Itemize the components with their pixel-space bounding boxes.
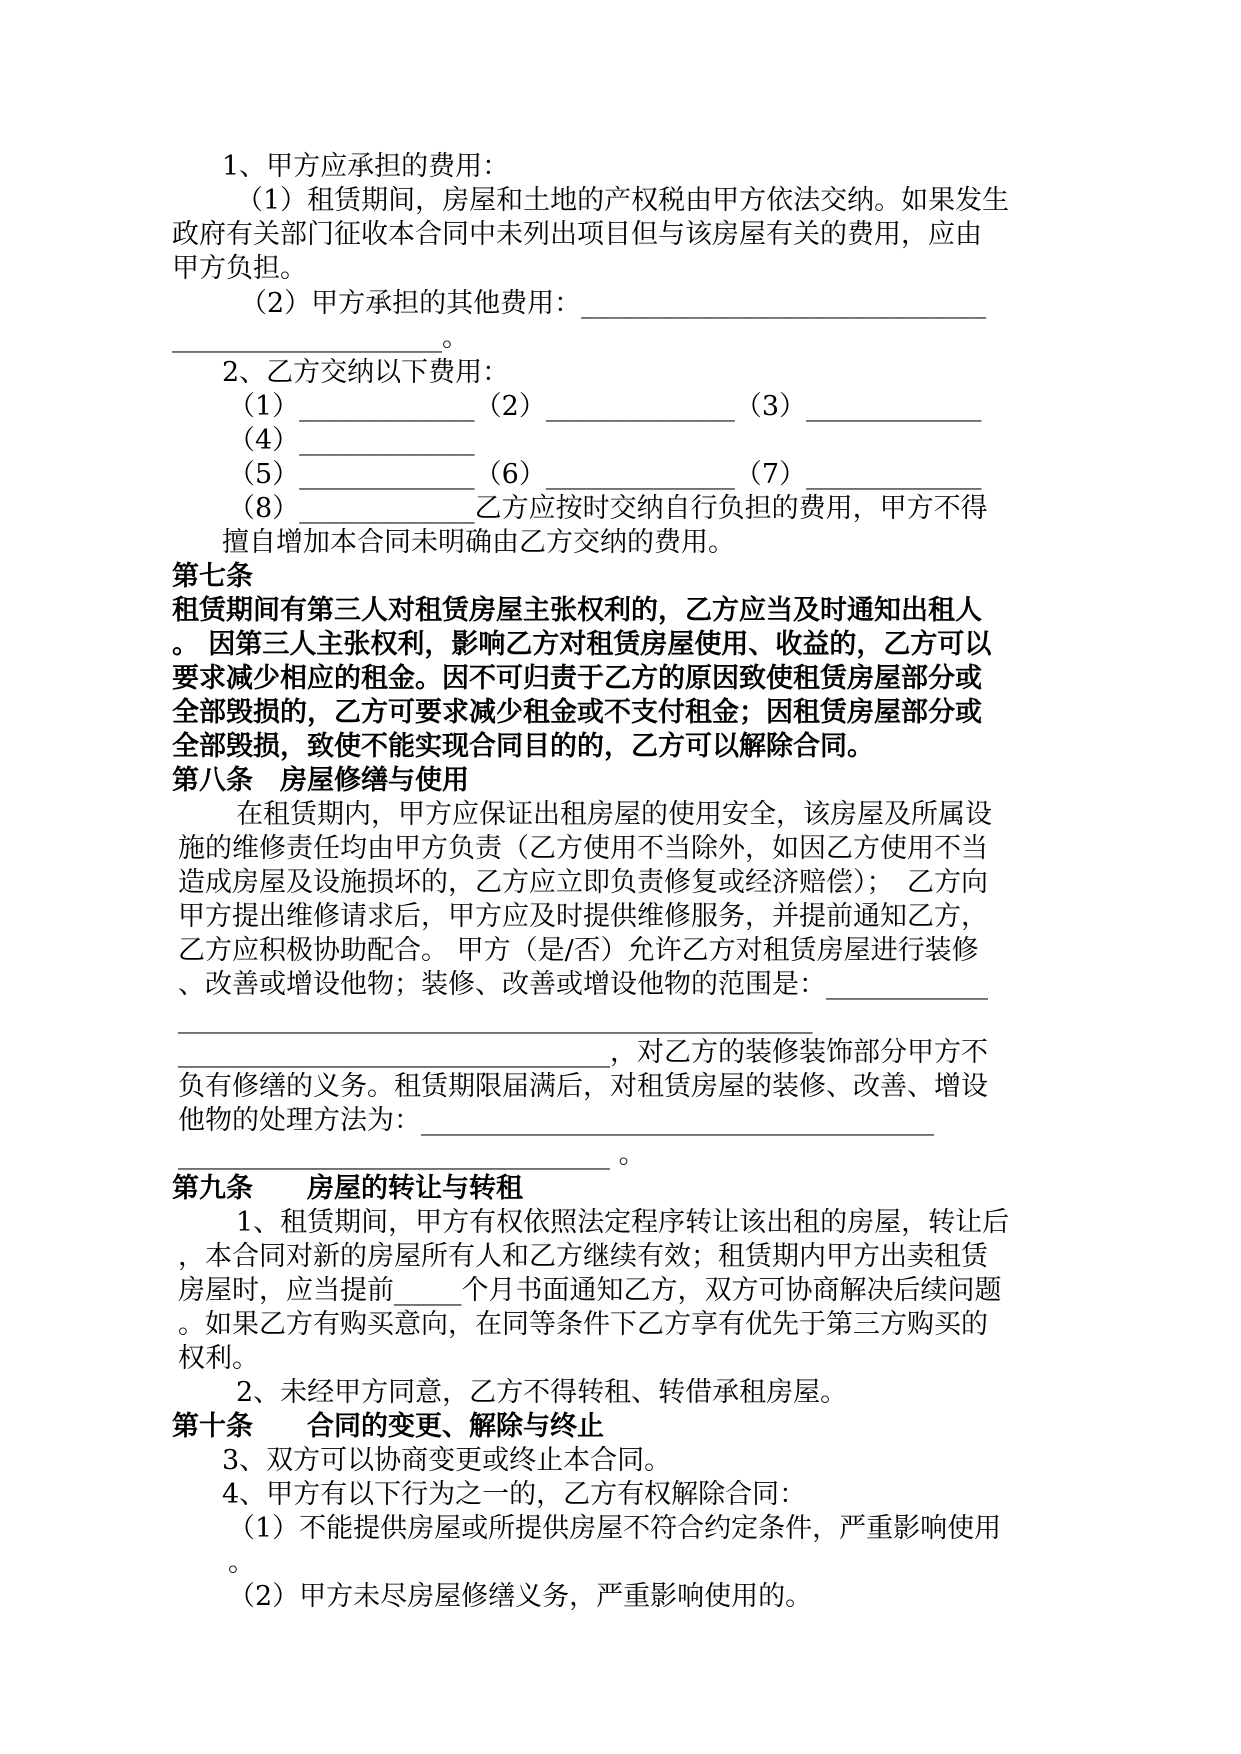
text-line: 、改善或增设他物；装修、改善或增设他物的范围是：____________	[178, 969, 988, 1000]
text-line: 房屋时，应当提前_____个月书面通知乙方，双方可协商解决后续问题	[178, 1275, 1002, 1306]
text-line: 2、乙方交纳以下费用：	[222, 357, 510, 388]
text-line: 4、甲方有以下行为之一的，乙方有权解除合同：	[222, 1479, 807, 1510]
text-line: ________________________________ 。	[178, 1139, 646, 1170]
text-line: 负有修缮的义务。租赁期限届满后，对租赁房屋的装修、改善、增设	[178, 1071, 988, 1102]
text-line: 1、甲方应承担的费用：	[222, 151, 510, 182]
text-line: （2）甲方承担的其他费用：______________________________	[240, 288, 987, 319]
text-line: 。	[228, 1547, 255, 1578]
text-line: ____________________。	[172, 322, 469, 353]
text-line: 。如果乙方有购买意向，在同等条件下乙方享有优先于第三方购买的	[178, 1309, 988, 1340]
text-line: （5）_____________（6）______________（7）_____________	[228, 459, 982, 490]
text-line: 在租赁期内，甲方应保证出租房屋的使用安全，该房屋及所属设	[236, 799, 992, 830]
text-line: （1）_____________（2）______________（3）_____________	[228, 391, 982, 422]
section-heading-line: 要求减少相应的租金。因不可归责于乙方的原因致使租赁房屋部分或	[172, 663, 982, 694]
section-heading-line: 第八条 房屋修缮与使用	[172, 765, 469, 796]
text-line: 权利。	[178, 1343, 259, 1374]
text-line: 甲方负担。	[172, 253, 307, 284]
text-line: （8）_____________乙方应按时交纳自行负担的费用，甲方不得	[228, 493, 988, 524]
text-line: （4）_____________	[228, 425, 475, 456]
text-line: 甲方提出维修请求后，甲方应及时提供维修服务，并提前通知乙方，	[178, 901, 988, 932]
text-line: 造成房屋及设施损坏的，乙方应立即负责修复或经济赔偿）； 乙方向	[178, 867, 988, 898]
text-line: 政府有关部门征收本合同中未列出项目但与该房屋有关的费用，应由	[172, 219, 982, 250]
section-heading-line: 。 因第三人主张权利，影响乙方对租赁房屋使用、收益的，乙方可以	[172, 629, 992, 660]
text-line: 他物的处理方法为：______________________________________	[178, 1105, 934, 1136]
text-line: ________________________________，对乙方的装修装饰部分甲方不	[178, 1037, 988, 1068]
text-line: ，本合同对新的房屋所有人和乙方继续有效；租赁期内甲方出卖租赁	[178, 1241, 988, 1272]
text-line: （1）不能提供房屋或所提供房屋不符合约定条件，严重影响使用	[228, 1513, 1002, 1544]
section-heading-line: 租赁期间有第三人对租赁房屋主张权利的，乙方应当及时通知出租人	[172, 595, 982, 626]
text-line: 施的维修责任均由甲方负责（乙方使用不当除外，如因乙方使用不当	[178, 833, 988, 864]
section-heading-line: 全部毁损，致使不能实现合同目的的，乙方可以解除合同。	[172, 731, 874, 762]
text-line: （1）租赁期间，房屋和土地的产权税由甲方依法交纳。如果发生	[236, 185, 1010, 216]
text-line: _______________________________________________	[178, 1003, 813, 1034]
section-heading-line: 第九条 房屋的转让与转租	[172, 1173, 523, 1204]
text-line: （2）甲方未尽房屋修缮义务，严重影响使用的。	[228, 1581, 813, 1612]
section-heading-line: 第七条	[172, 561, 253, 592]
text-line: 3、双方可以协商变更或终止本合同。	[222, 1445, 672, 1476]
section-heading-line: 第十条 合同的变更、解除与终止	[172, 1411, 604, 1442]
text-line: 擅自增加本合同未明确由乙方交纳的费用。	[222, 527, 735, 558]
text-line: 2、未经甲方同意，乙方不得转租、转借承租房屋。	[236, 1377, 848, 1408]
text-line: 乙方应积极协助配合。 甲方（是/否）允许乙方对租赁房屋进行装修	[178, 935, 979, 966]
text-line: 1、租赁期间，甲方有权依照法定程序转让该出租的房屋，转让后	[236, 1207, 1010, 1238]
section-heading-line: 全部毁损的，乙方可要求减少租金或不支付租金；因租赁房屋部分或	[172, 697, 982, 728]
